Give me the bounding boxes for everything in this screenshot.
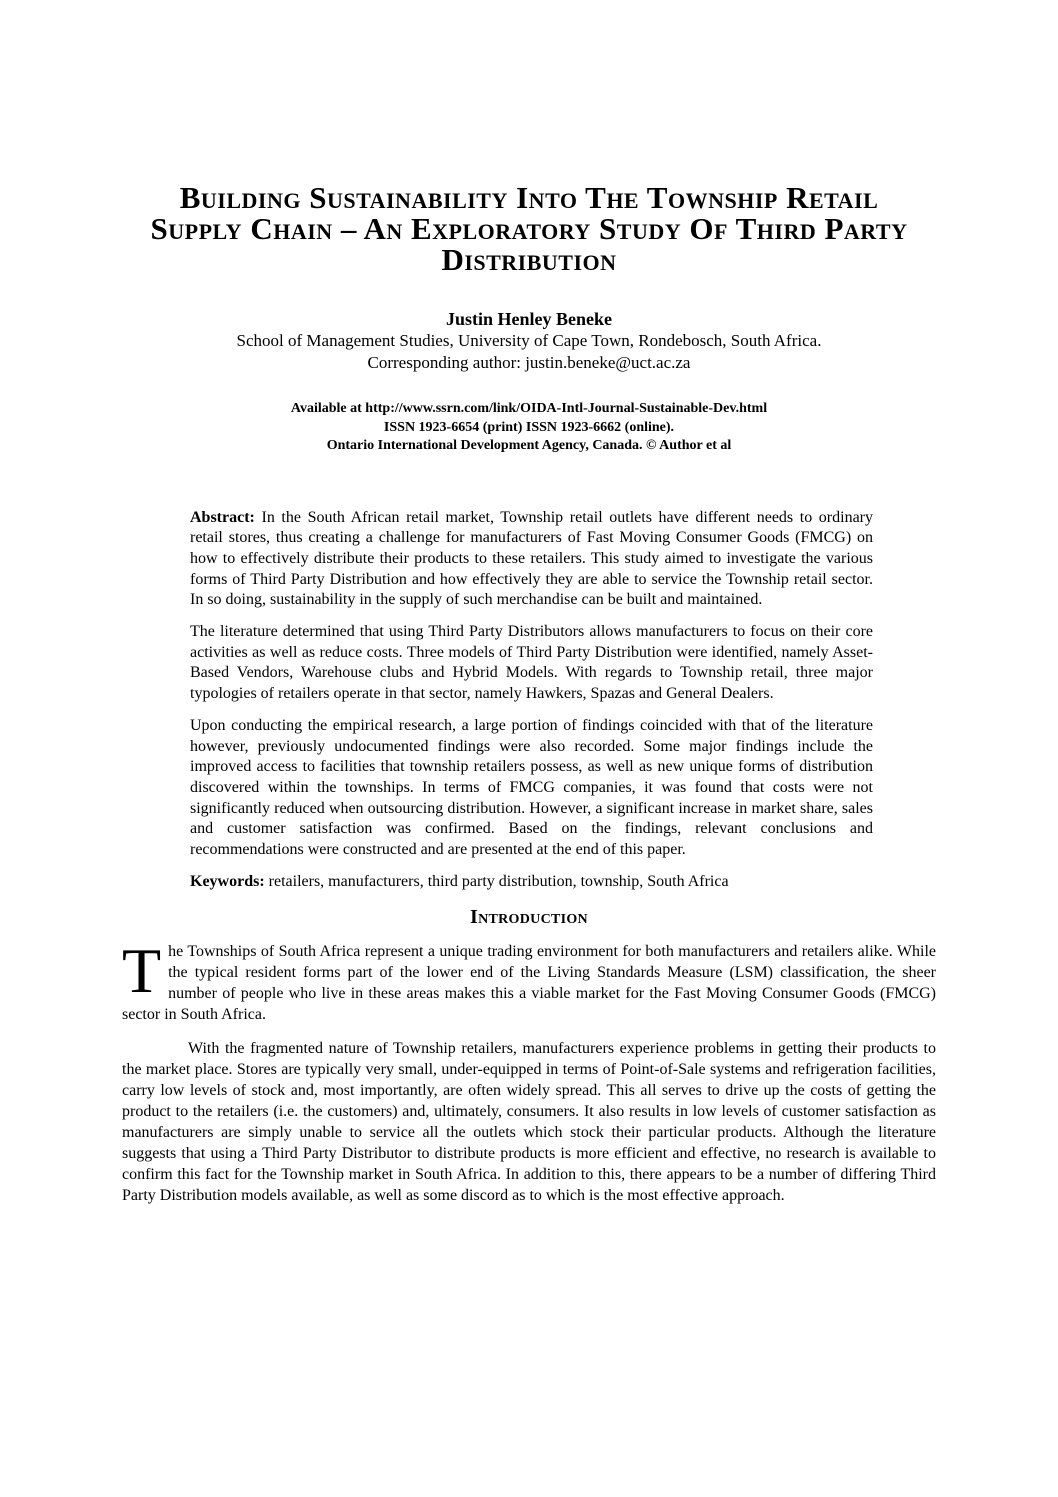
abstract-paragraph-1-text: In the South African retail market, Township retail outlets have different needs to ordinary retail stores, thus creating a challenge for manufacturers of Fast Moving Consumer Goods (FMCG) on how to effectively distribute their products to these retailers. This study aimed to investigate the various forms of Third Party Distribution and how effectively they are able to service the Township retail sector. In so doing, sustainability in the supply of such merchandise can be built and maintained. [190, 508, 873, 609]
paper-title [0, 182, 1058, 275]
abstract-paragraph-2: The literature determined that using Third Party Distributors allows manufacturers to focus on their core activities as well as reduce costs. Three models of Third Party Distribution were identified, namely Asset-Based Vendors, Warehouse clubs and Hybrid Models. With regards to Township retail, three major typologies of retailers operate in that sector, namely Hawkers, Spazas and General Dealers. [190, 623, 873, 703]
abstract-section [190, 508, 873, 893]
intro-paragraph-1 [122, 935, 936, 1025]
abstract-paragraph-3: Upon conducting the empirical research, a large portion of findings coincided with that of the literature however, previously undocumented findings were also recorded. Some major findings include the improved access to facilities that township retailers possess, as well as new unique forms of distribution discovered within the townships. In terms of FMCG companies, it was found that costs were not significantly reduced when outsourcing distribution. However, a significant increase in market share, sales and customer satisfaction was confirmed. Based on the findings, relevant conclusions and recommendations were constructed and are presented at the end of this paper. [190, 716, 873, 859]
availability-agency-line: Ontario International Development Agency, Canada. © Author et al [326, 438, 732, 453]
author-block [0, 308, 1058, 373]
corresponding-author-line: Corresponding author: justin.beneke@uct.ac.za [367, 352, 691, 372]
intro-paragraph-2: With the fragmented nature of Township retailers, manufacturers experience problems in getting their products to the market place. Stores are typically very small, under-equipped in terms of Point-of-Sale systems and refrigeration facilities, carry low levels of stock and, most importantly, are often widely spread. This all serves to drive up the costs of getting the product to the retailers (i.e. the customers) and, ultimately, consumers. It also results in low levels of customer satisfaction as manufacturers are simply unable to service all the outlets which stock their particular products. Although the literature suggests that using a Third Party Distributor to distribute products is more efficient and effective, no research is available to confirm this fact for the Township market in South Africa. In addition to this, there appears to be a number of differing Third Party Distribution models available, as well as some discord as to which is the most effective approach. [122, 1040, 936, 1205]
availability-block [0, 400, 1058, 456]
author-name: Justin Henley Beneke [445, 309, 612, 329]
title-line-2: Supply Chain – An Exploratory Study Of Third Party [150, 211, 908, 246]
abstract-label: Abstract: [190, 508, 255, 526]
intro-paragraph-1-text: he Townships of South Africa represent a unique trading environment for both manufacturers and retailers alike. While the typical resident forms part of the lower end of the Living Standards Measure (LSM) classification, the sheer number of people who live in these areas makes this a viable market for the Fast Moving Consumer Goods (FMCG) sector in South Africa. [122, 943, 936, 1024]
keywords-text: retailers, manufacturers, third party distribution, township, South Africa [268, 872, 729, 890]
availability-issn-line: ISSN 1923-6654 (print) ISSN 1923-6662 (online). [383, 419, 675, 435]
title-line-3: Distribution [441, 242, 617, 277]
keywords-line [190, 872, 873, 893]
keywords-label: Keywords: [190, 872, 265, 890]
dropcap-letter: T [122, 935, 162, 1007]
abstract-paragraph-1 [190, 508, 873, 612]
introduction-section [122, 935, 936, 1206]
availability-url-line: Available at http://www.ssrn.com/link/OIDA-Intl-Journal-Sustainable-Dev.html [290, 401, 768, 416]
introduction-heading: Introduction [470, 906, 588, 929]
title-line-1: Building Sustainability Into The Township Retail [179, 180, 879, 215]
author-affiliation: School of Management Studies, University of Cape Town, Rondebosch, South Africa. [236, 331, 822, 350]
